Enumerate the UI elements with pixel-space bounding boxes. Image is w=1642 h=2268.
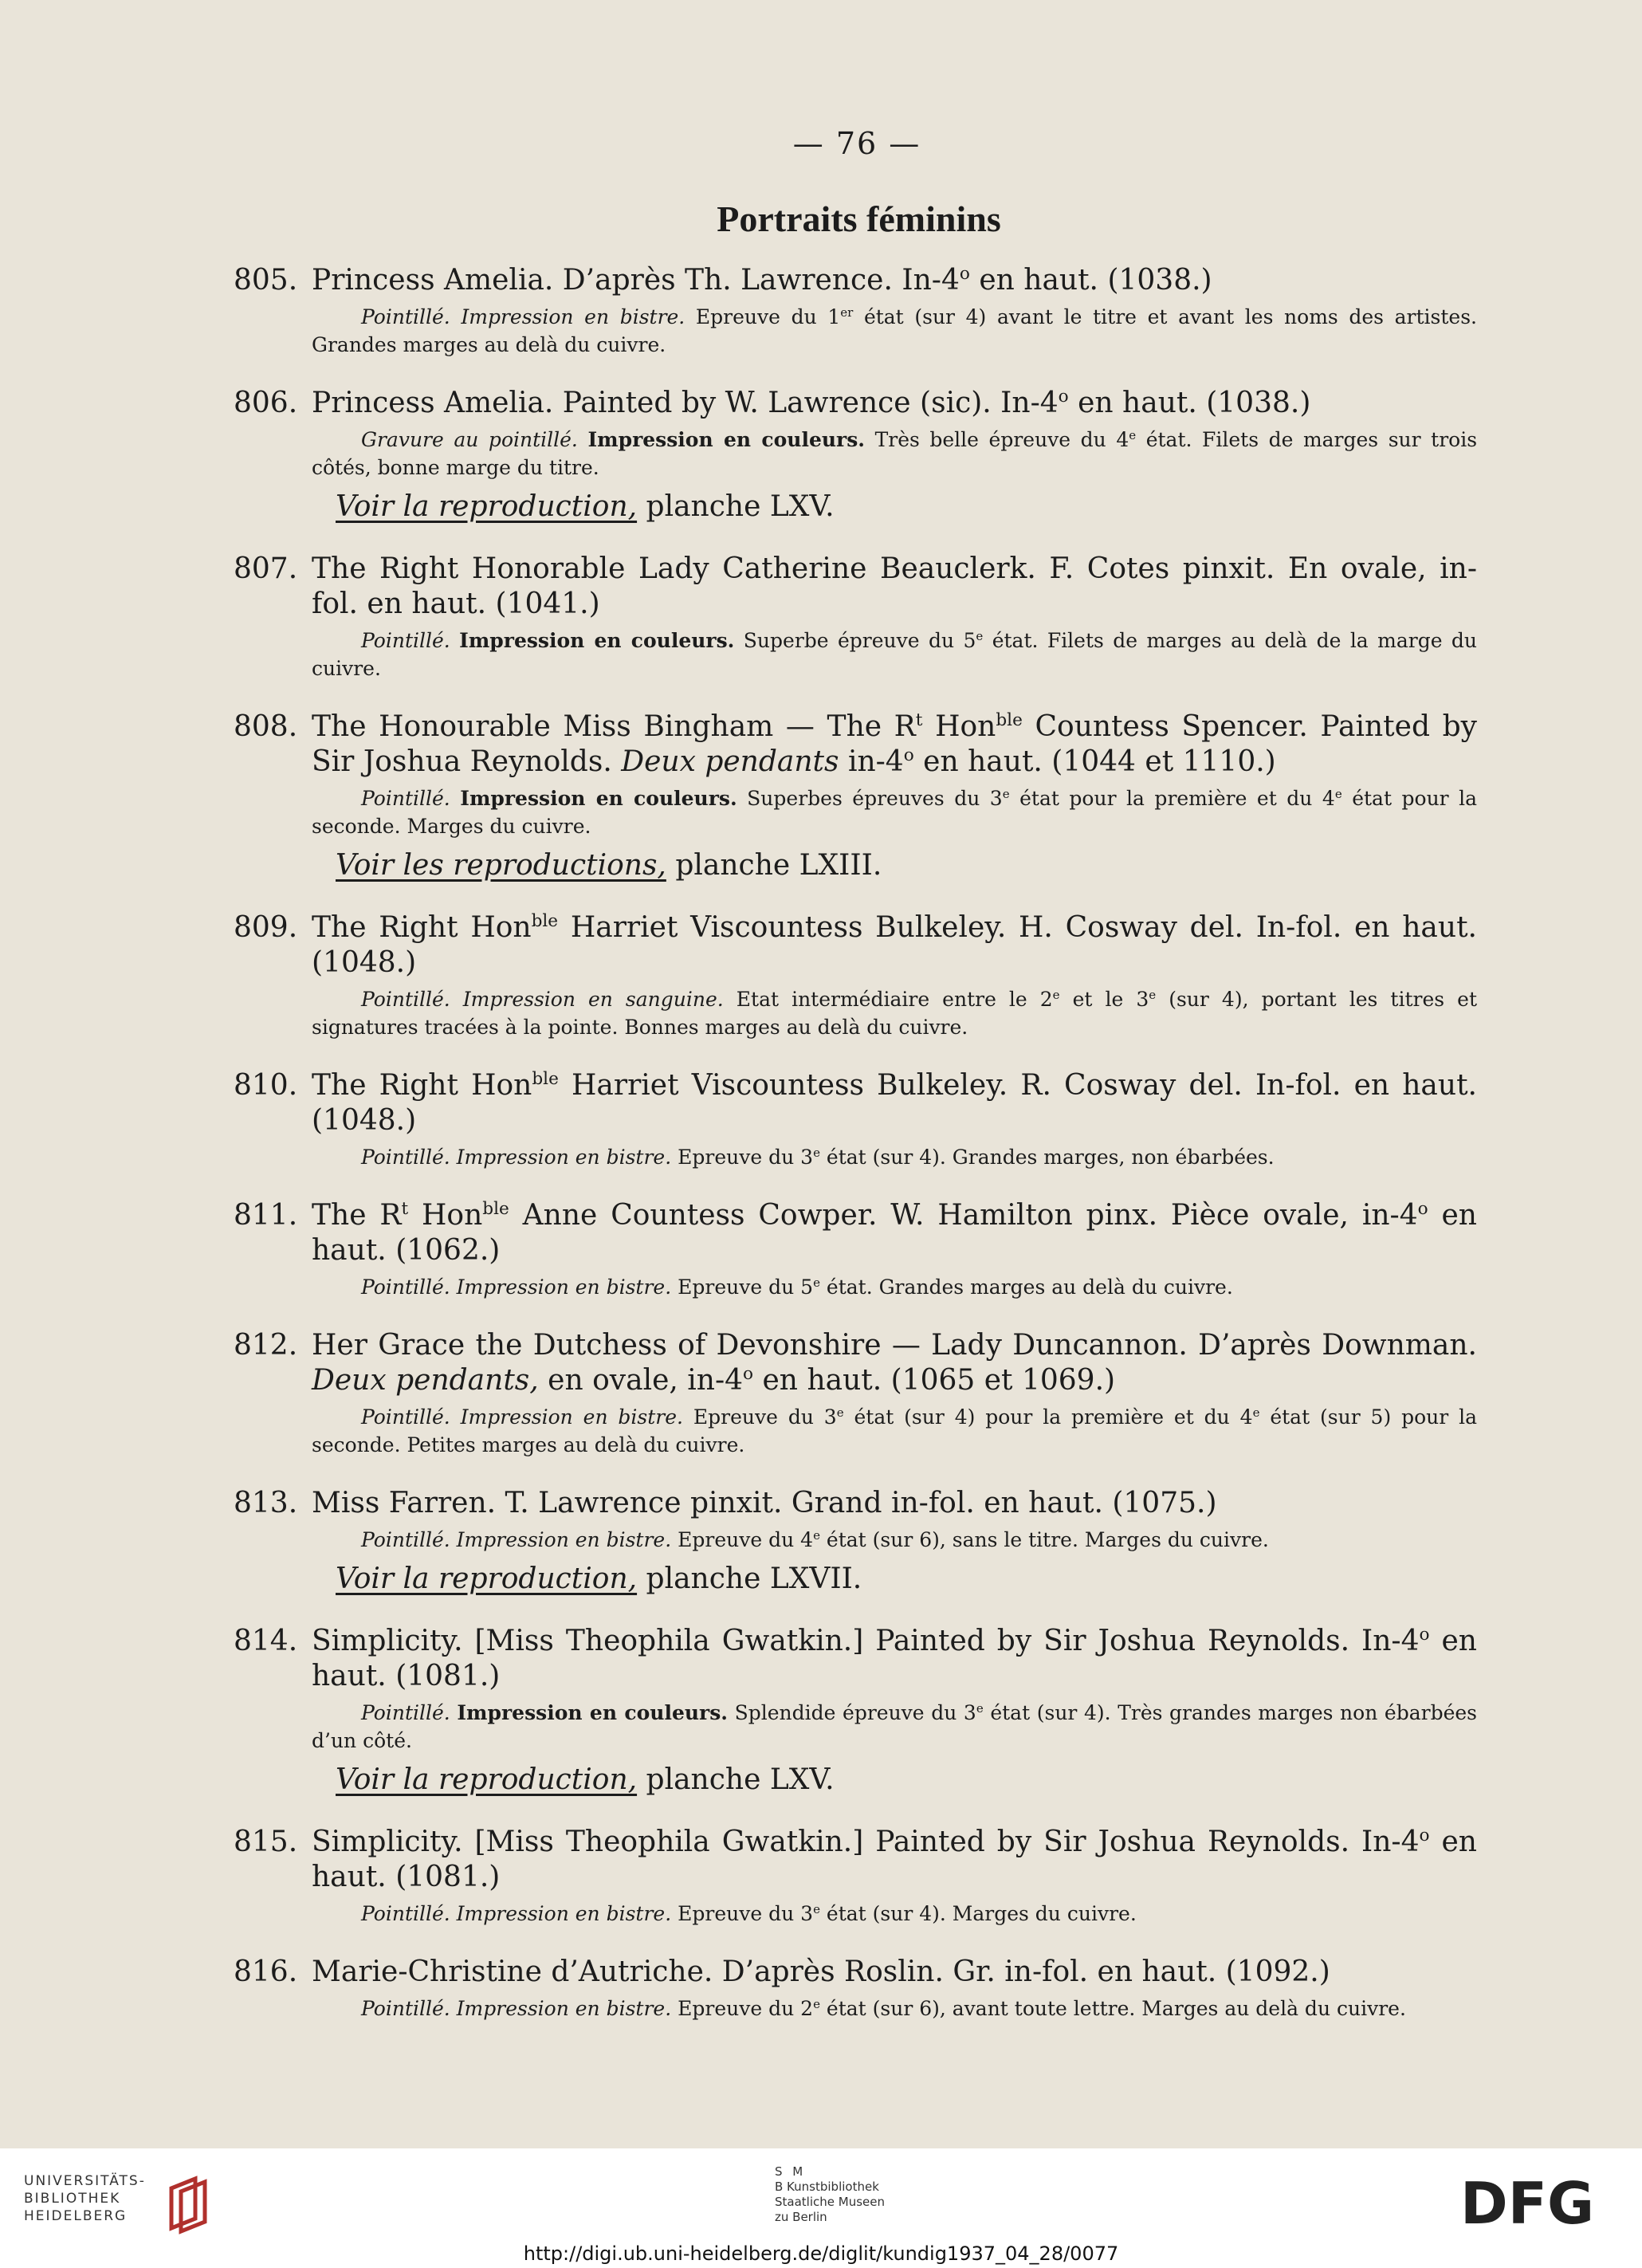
entry-heading: The $R^t$ Hon$^{ble}$ Anne Countess Cowper. W. Hamilton pinx. Pièce ovale, in-4$^o$ en haut. (1062.) <box>312 1199 1477 1267</box>
entry-description: Pointillé. Impression en bistre. Epreuve du 3e état (sur 4). Grandes marges, non ébarbées. <box>361 1146 1275 1169</box>
heidelberg-library-logo[interactable] <box>24 2172 207 2252</box>
entry-number: 814. <box>234 1625 298 1657</box>
entry-description: Pointillé. Impression en bistre. Epreuve du 5e état. Grandes marges au delà du cuivre. <box>361 1276 1233 1299</box>
entry-heading: The Right Hon$^{ble}$ Harriet Viscountess Bulkeley. R. Cosway del. In-fol. en haut. (1048.) <box>312 1069 1477 1137</box>
catalogue-entry <box>234 1328 1477 1459</box>
entry-number: 811. <box>234 1199 298 1232</box>
entry-heading: The Right Honorable Lady Catherine Beauclerk. F. Cotes pinxit. En ovale, in-fol. en haut. (1041.) <box>312 552 1477 620</box>
entry-description: Pointillé. Impression en bistre. Epreuve du 3e état (sur 4). Marges du cuivre. <box>361 1902 1137 1925</box>
entry-heading: Simplicity. [Miss Theophila Gwatkin.] Painted by Sir Joshua Reynolds. In-4$^o$ en haut. (1081.) <box>312 1625 1477 1692</box>
entry-number: 815. <box>234 1826 298 1858</box>
entry-heading: Simplicity. [Miss Theophila Gwatkin.] Painted by Sir Joshua Reynolds. In-4$^o$ en haut. (1081.) <box>312 1826 1477 1893</box>
entry-number: 807. <box>234 552 298 585</box>
catalogue-entry <box>234 1198 1477 1301</box>
dfg-logo-text: DFG <box>1460 2177 1595 2228</box>
entry-description: Pointillé. Impression en couleurs. Superbes épreuves du 3e état pour la première et du 4e état pour la seconde. Marges du cuivre. <box>312 787 1478 838</box>
kunstbibliothek-logo[interactable]: S M B Kunstbibliothek Staatliche Museen zu Berlin <box>775 2164 885 2224</box>
catalogue-entry <box>234 910 1477 1041</box>
reproduction-reference <box>312 489 1477 525</box>
entry-number: 808. <box>234 710 298 743</box>
heidelberg-library-mark-icon <box>155 2172 219 2236</box>
entry-heading: The Right Hon$^{ble}$ Harriet Viscountess Bulkeley. H. Cosway del. In-fol. en haut. (1048.) <box>312 911 1477 979</box>
entry-number: 809. <box>234 911 298 944</box>
plate-number: planche LXVII. <box>637 1562 862 1595</box>
reproduction-reference <box>312 848 1477 883</box>
reproduction-link[interactable]: Voir les reproductions, <box>336 849 666 882</box>
catalogue-entry <box>234 1486 1477 1597</box>
catalogue-entry <box>234 1955 1477 2022</box>
entry-number: 816. <box>234 1956 298 1988</box>
catalogue-entry <box>234 1624 1477 1798</box>
catalogue-entry <box>234 552 1477 682</box>
entry-description: Pointillé. Impression en bistre. Epreuve du 4e état (sur 6), sans le titre. Marges du cuivre. <box>361 1528 1269 1551</box>
entry-description: Pointillé. Impression en sanguine. Etat intermédiaire entre le 2e et le 3e (sur 4), portant les titres et signatures tracées à la pointe. Bonnes marges au delà du cuivre. <box>312 988 1477 1039</box>
plate-number: planche LXV. <box>637 1763 835 1796</box>
entry-description: Pointillé. Impression en bistre. Epreuve du 2e état (sur 6), avant toute lettre. Marges au delà du cuivre. <box>361 1997 1406 2020</box>
entry-number: 806. <box>234 387 298 419</box>
catalogue-entry <box>234 263 1477 359</box>
catalogue-entry <box>234 386 1477 525</box>
entry-description: Pointillé. Impression en couleurs. Splendide épreuve du 3e état (sur 4). Très grandes marges non ébarbées d’un côté. <box>312 1701 1478 1752</box>
reproduction-reference <box>312 1763 1477 1798</box>
catalogue-entry <box>234 1068 1477 1171</box>
entry-description: Pointillé. Impression en bistre. Epreuve du 1er état (sur 4) avant le titre et avant les noms des artistes. Grandes marges au delà du cuivre. <box>312 305 1477 356</box>
entry-heading: Princess Amelia. D’après Th. Lawrence. In-4$^o$ en haut. (1038.) <box>312 264 1212 297</box>
catalogue-entry <box>234 709 1477 883</box>
entry-description: Pointillé. Impression en bistre. Epreuve du 3e état (sur 4) pour la première et du 4e état (sur 5) pour la seconde. Petites marges au delà du cuivre. <box>312 1405 1477 1456</box>
entry-heading: Princess Amelia. Painted by W. Lawrence (sic). In-4$^o$ en haut. (1038.) <box>312 387 1311 419</box>
entry-heading: Marie-Christine d’Autriche. D’après Roslin. Gr. in-fol. en haut. (1092.) <box>312 1956 1330 1988</box>
entry-description: Pointillé. Impression en couleurs. Superbe épreuve du 5e état. Filets de marges au delà de la marge du cuivre. <box>312 629 1478 680</box>
entry-number: 805. <box>234 264 298 297</box>
page-url[interactable]: http://digi.ub.uni-heidelberg.de/diglit/kundig1937_04_28/0077 <box>523 2242 1119 2265</box>
reproduction-link[interactable]: Voir la reproduction, <box>336 1562 638 1595</box>
viewer-footer <box>0 2148 1642 2268</box>
entry-number: 813. <box>234 1487 298 1519</box>
heidelberg-library-name: UNIVERSITÄTS- BIBLIOTHEK HEIDELBERG <box>24 2173 146 2224</box>
dfg-logo[interactable] <box>1460 2177 1620 2228</box>
entry-description: Gravure au pointillé. Impression en couleurs. Très belle épreuve du 4e état. Filets de marges sur trois côtés, bonne marge du titre. <box>312 428 1478 479</box>
reproduction-link[interactable]: Voir la reproduction, <box>336 490 638 523</box>
entry-number: 812. <box>234 1329 298 1362</box>
entry-number: 810. <box>234 1069 298 1102</box>
reproduction-link[interactable]: Voir la reproduction, <box>336 1763 638 1796</box>
page-number: — 76 — <box>792 126 921 161</box>
plate-number: planche LXV. <box>637 490 835 523</box>
entry-heading: Her Grace the Dutchess of Devonshire — Lady Duncannon. D’après Downman. Deux pendants, en ovale, in-4$^o$ en haut. (1065 et 1069.) <box>312 1329 1477 1397</box>
section-title: Portraits féminins <box>717 198 1001 239</box>
entry-heading: Miss Farren. T. Lawrence pinxit. Grand in-fol. en haut. (1075.) <box>312 1487 1217 1519</box>
reproduction-reference <box>312 1562 1477 1597</box>
catalogue-entries <box>234 263 1477 2050</box>
entry-heading: The Honourable Miss Bingham — The $R^t$ Hon$^{ble}$ Countess Spencer. Painted by Sir Joshua Reynolds. Deux pendants in-4$^o$ en haut. (1044 et 1110.) <box>312 710 1477 778</box>
plate-number: planche LXIII. <box>666 849 882 882</box>
catalogue-entry <box>234 1825 1477 1928</box>
